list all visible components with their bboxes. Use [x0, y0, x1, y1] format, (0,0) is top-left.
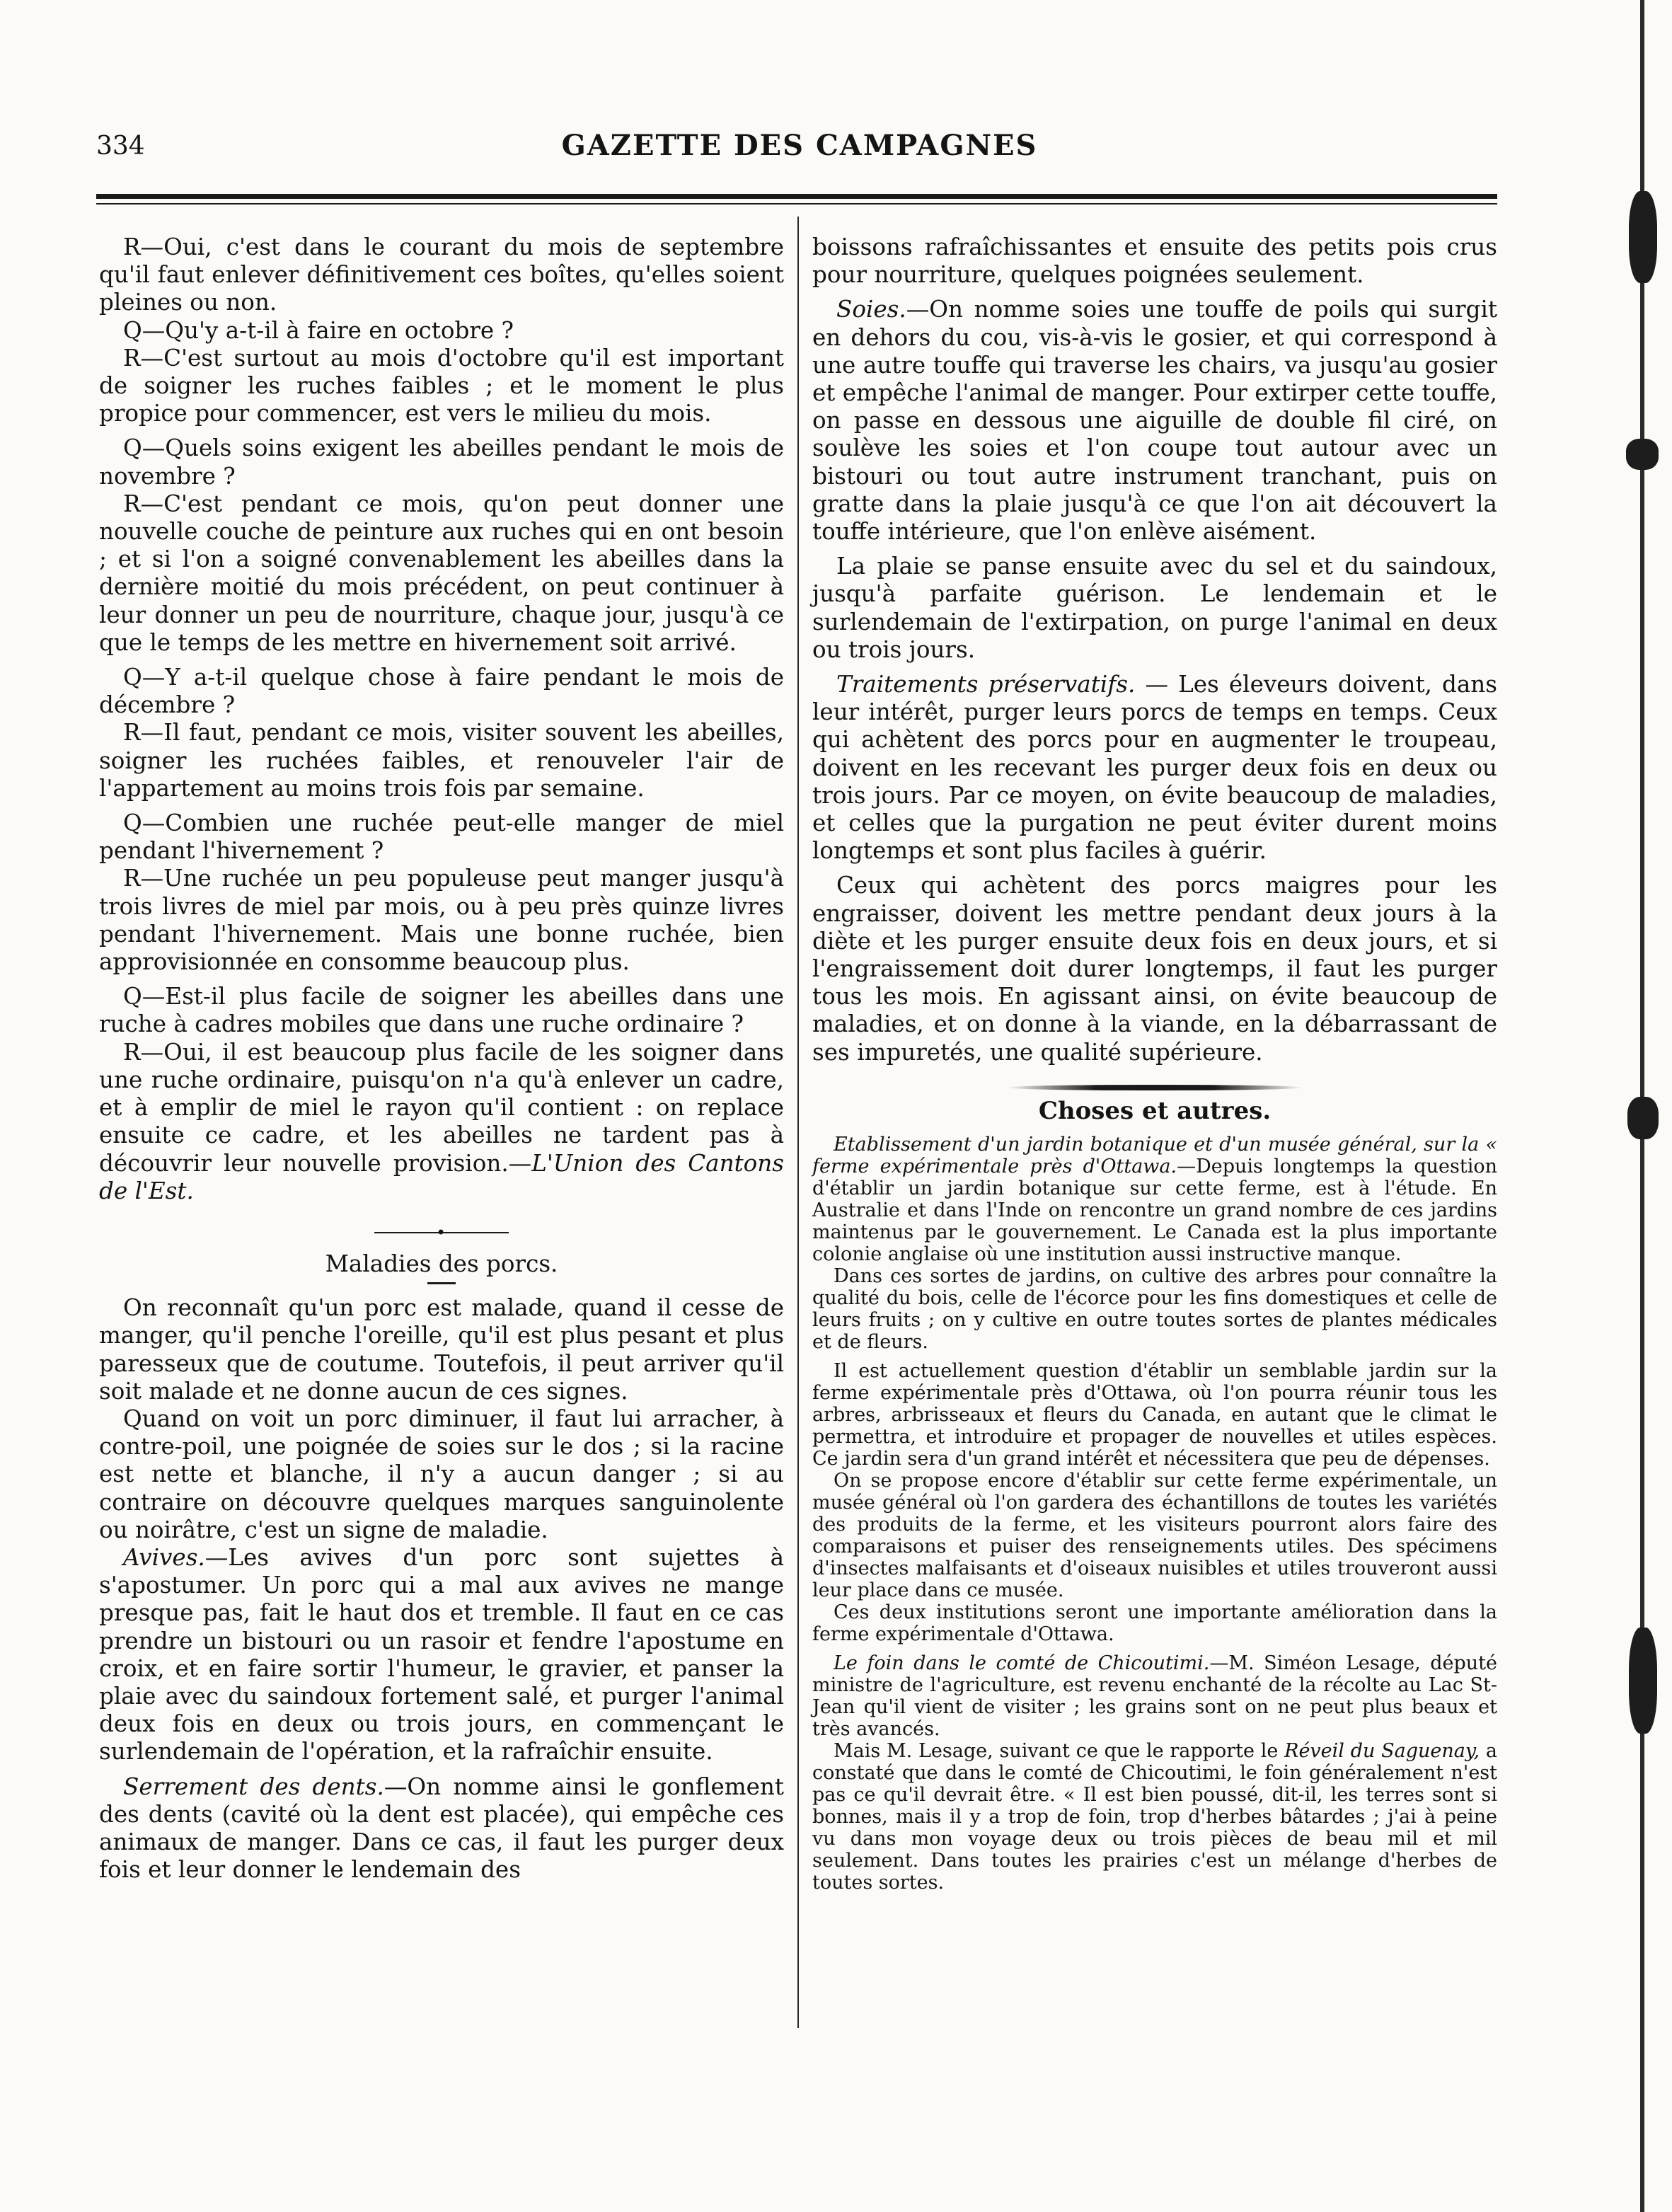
paragraph: La plaie se panse ensuite avec du sel et du saindoux, jusqu'à parfaite guérison. Le lendemain et le surlendemain de l'extirpation, on purge l'animal en deux ou trois jours. [812, 553, 1497, 663]
news-item: Dans ces sortes de jardins, on cultive des arbres pour connaître la qualité du bois, celle de l'écorce pour les fins domestiques et celle de leurs fruits ; on y cultive en outre toutes sortes de plantes médicales et de fleurs. [812, 1265, 1497, 1354]
news-item [812, 1740, 1497, 1894]
news-item [812, 1134, 1497, 1265]
paragraph-text: —On nomme ainsi le gonflement des dents (cavité où la dent est placée), qui empêche ces animaux de manger. Dans ce cas, il faut les purger deux fois et leur donner le lendemain des [99, 1773, 784, 1884]
paragraph [812, 296, 1497, 546]
header-rule-thin [96, 203, 1497, 205]
title-dash [427, 1282, 456, 1284]
news-item: On se propose encore d'établir sur cette ferme expérimentale, un musée général où l'on gardera des échantillons de toutes les variétés des produits de la ferme, et les visiteurs pourront alors faire des comparaisons et puiser des renseignements utiles. Des spécimens d'insectes malfaisants et d'oiseaux nuisibles et utiles trouveront aussi leur place dans ce musée. [812, 1470, 1497, 1602]
left-column [99, 234, 784, 1884]
paragraph: R—C'est pendant ce mois, qu'on peut donner une nouvelle couche de peinture aux ruches qui en ont besoin ; et si l'on a soigné convenablement les abeilles dans la dernière moitié du mois précédent, on peut continuer à leur donner un peu de nourriture, chaque jour, jusqu'à ce que le temps de les mettre en hivernement soit arrivé. [99, 490, 784, 656]
page-number: 334 [96, 132, 145, 161]
paragraph: Q—Y a-t-il quelque chose à faire pendant le mois de décembre ? [99, 664, 784, 719]
news-text: —M. Siméon Lesage, député ministre de l'agriculture, est revenu enchanté de la récolte au Lac St-Jean qu'il vient de visiter ; les grains sont on ne peut plus beaux et très avancés. [812, 1652, 1497, 1741]
subsection-head: Soies. [836, 296, 906, 323]
subsection-head: Traitements préservatifs. [836, 671, 1136, 698]
section-title: Choses et autres. [1038, 1096, 1272, 1125]
paragraph-text: — Les éleveurs doivent, dans leur intérêt, purger leurs porcs de temps en temps. Ceux qui achètent des porcs pour en augmenter le troupeau, doivent en les recevant les purger deux fois en deux ou trois jours. Par ce moyen, on évite beaucoup de maladies, et celles que la purgation ne peut éviter durent moins longtemps et sont plus faciles à guérir. [812, 671, 1497, 865]
section-ornament [99, 1225, 784, 1240]
binding-mark [1629, 1628, 1657, 1734]
binding-mark [1627, 1097, 1659, 1139]
section-swell-rule [1006, 1085, 1303, 1090]
news-item: Il est actuellement question d'établir un semblable jardin sur la ferme expérimentale près d'Ottawa, où l'on pourra réunir tous les arbres, arbrisseaux et fleurs du Canada, en autant que le climat le permettra, et introduire et propager de nouvelles et utiles espèces. Ce jardin sera d'un grand intérêt et nécessitera que peu de dépenses. [812, 1360, 1497, 1470]
news-text: a constaté que dans le comté de Chicoutimi, le foin généralement n'est pas ce qu'il devrait être. « Il est bien poussé, dit-il, les terres sont si bonnes, mais il y a trop de foin, trop d'herbes bâtardes ; j'ai à peine vu dans mon voyage deux ou trois pièces de beau mil et mil seulement. Dans toutes les prairies c'est un mélange d'herbes de toutes sortes. [812, 1740, 1497, 1894]
news-text: Mais M. Lesage, suivant ce que le rapporte le [834, 1740, 1285, 1763]
source-credit: L'Union des Cantons de l'Est. [99, 1149, 784, 1204]
paragraph: Q—Combien une ruchée peut-elle manger de miel pendant l'hivernement ? [99, 810, 784, 865]
news-head: Le foin dans le comté de Chicoutimi. [834, 1652, 1210, 1675]
right-column [812, 234, 1497, 1894]
binding-mark [1626, 439, 1659, 470]
news-items [812, 1134, 1497, 1894]
paragraph: Ceux qui achètent des porcs maigres pour les engraisser, doivent les mettre pendant deux jours à la diète et les purger ensuite deux fois en deux jours, et si l'engraissement doit durer longtemps, il faut les purger tous les mois. En agissant ainsi, on évite beaucoup de maladies, et on donne à la viande, en la débarrassant de ses impuretés, une qualité supérieure. [812, 872, 1497, 1066]
paragraph: R—C'est surtout au mois d'octobre qu'il est important de soigner les ruches faibles ; et le moment le plus propice pour commencer, est vers le milieu du mois. [99, 344, 784, 427]
binding-mark [1629, 191, 1657, 283]
paragraph: On reconnaît qu'un porc est malade, quand il cesse de manger, qu'il penche l'oreille, qu'il est plus pesant et plus paresseux que de coutume. Toutefois, il peut arriver qu'il soit malade et ne donne aucun de ces signes. [99, 1294, 784, 1405]
news-item: Ces deux institutions seront une importante amélioration dans la ferme expérimentale d'Ottawa. [812, 1601, 1497, 1646]
news-head: Etablissement d'un jardin botanique et d'un musée général, sur la « ferme expérimentale près d'Ottawa. [812, 1134, 1497, 1178]
paragraph: Q—Est-il plus facile de soigner les abeilles dans une ruche à cadres mobiles que dans une ruche ordinaire ? [99, 983, 784, 1038]
paragraph [812, 671, 1497, 865]
column-divider [797, 217, 799, 2028]
paragraph: boissons rafraîchissantes et ensuite des petits pois crus pour nourriture, quelques poignées seulement. [812, 234, 1497, 289]
subsection-head: Avives. [123, 1543, 205, 1571]
paragraph: R—Oui, c'est dans le courant du mois de septembre qu'il faut enlever définitivement ces boîtes, qu'elles soient pleines ou non. [99, 234, 784, 316]
news-text: —Depuis longtemps la question d'établir un jardin botanique sur cette ferme, est à l'étude. En Australie et dans l'Inde on rencontre un grand nombre de ces jardins maintenus par le gouvernement. Le Canada est la plus importante colonie anglaise où une institution aussi instructive manque. [812, 1156, 1497, 1266]
running-title: GAZETTE DES CAMPAGNES [561, 129, 1038, 162]
paragraph-text: —On nomme soies une touffe de poils qui surgit en dehors du cou, vis-à-vis le gosier, et qui correspond à une autre touffe qui traverse les chairs, va jusqu'au gosier et empêche l'animal de manger. Pour extirper cette touffe, on passe en dessous une aiguille de double fil ciré, on soulève les soies et l'on coupe tout autour avec un bistouri ou tout autre instrument tranchant, puis on gratte dans la plaie jusqu'à ce que l'on ait découvert la touffe intérieure, que l'on enlève aisément. [812, 296, 1497, 546]
paragraph: Q—Quels soins exigent les abeilles pendant le mois de novembre ? [99, 434, 784, 490]
news-item [812, 1652, 1497, 1740]
paragraph-text: R—Oui, il est beaucoup plus facile de les soigner dans une ruche ordinaire, puisqu'on n'a qu'à enlever un cadre, et à emplir de miel le rayon qu'il contient : on replace ensuite ce cadre, et les abeilles ne tardent pas à découvrir leur nouvelle provision.— [99, 1038, 784, 1177]
paragraph [99, 1773, 784, 1884]
paragraph: Q—Qu'y a-t-il à faire en octobre ? [123, 316, 514, 344]
paragraph [99, 1039, 784, 1205]
paragraph: Quand on voit un porc diminuer, il faut lui arracher, à contre-poil, une poignée de soies sur le dos ; si la racine est nette et blanche, il n'y a aucun danger ; si au contraire on découvre quelques marques sanguinolente ou noirâtre, c'est un signe de maladie. [99, 1405, 784, 1543]
paragraph: R—Une ruchée un peu populeuse peut manger jusqu'à trois livres de miel par mois, ou à peu près quinze livres pendant l'hivernement. Mais une bonne ruchée, bien approvisionnée en consomme beaucoup plus. [99, 865, 784, 976]
paragraph [99, 1544, 784, 1766]
section-title: Maladies des porcs. [325, 1250, 558, 1277]
subsection-head: Serrement des dents. [123, 1773, 384, 1800]
paragraph: R—Il faut, pendant ce mois, visiter souvent les abeilles, soigner les ruchées faibles, et renouveler l'air de l'appartement au moins trois fois par semaine. [99, 719, 784, 802]
source-credit: Réveil du Saguenay, [1284, 1740, 1480, 1763]
header-rule [96, 194, 1497, 199]
paragraph-text: —Les avives d'un porc sont sujettes à s'apostumer. Un porc qui a mal aux avives ne mange presque pas, fait le haut dos et tremble. Il faut en ce cas prendre un bistouri ou un rasoir et fendre l'apostume en croix, et en faire sortir l'humeur, le gravier, et panser la plaie avec du saindoux fortement salé, et purger l'animal deux fois en deux ou trois jours, en commençant le surlendemain de l'opération, et la rafraîchir ensuite. [99, 1543, 784, 1765]
